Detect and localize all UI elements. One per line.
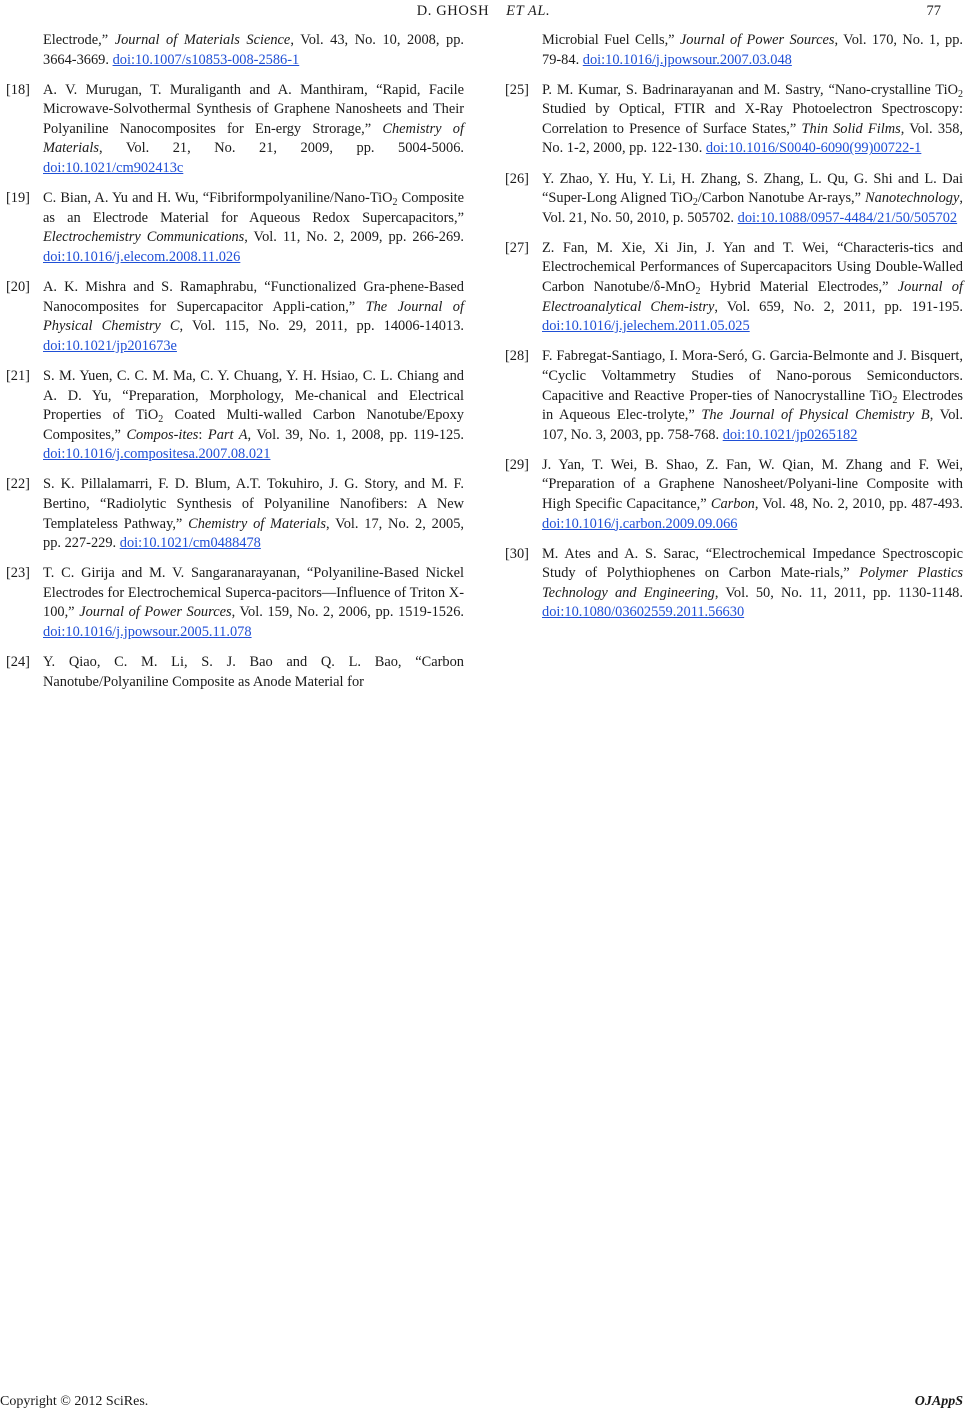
- journal-abbrev: OJAppS: [914, 1394, 963, 1409]
- running-header: [0, 0, 967, 22]
- subscript: 2: [958, 88, 963, 100]
- ref-text: Studied by Optical, FTIR and X-Ray Photoelectron Spectroscopy: Correlation to Presence of Surface States,”: [542, 101, 963, 137]
- left-column: [6, 31, 464, 703]
- ref-text: , Vol. 48, No. 2, 2010, pp. 487-493.: [754, 495, 963, 512]
- ref-journal: Chemistry of Materials: [188, 515, 327, 532]
- doi-link[interactable]: doi:10.1016/j.jpowsour.2007.03.048: [582, 51, 792, 68]
- ref-text: J. Yan, T. Wei, B. Shao, Z. Fan, W. Qian, M. Zhang and F. Wei, “Preparation of a Graphene Nanosheet/Polyani-line Composite with High Specific Capacitance,”: [542, 456, 963, 512]
- header-etal: ET AL.: [506, 3, 551, 19]
- reference-continuation: [6, 31, 464, 70]
- doi-link[interactable]: doi:10.1021/jp0265182: [722, 426, 858, 443]
- subscript: 2: [392, 197, 398, 209]
- ref-text: Microbial Fuel Cells,”: [542, 32, 680, 48]
- ref-number: [20]: [6, 279, 30, 296]
- ref-journal: Journal of Power Sources: [679, 32, 835, 48]
- ref-text: Electrodes in Aqueous Elec-trolyte,”: [542, 387, 963, 424]
- ref-journal: The Journal of Physical Chemistry B: [701, 407, 930, 424]
- reference-23: [6, 564, 464, 642]
- ref-journal: Journal of Materials Science: [114, 32, 291, 48]
- ref-text: , Vol. 159, No. 2, 2006, pp. 1519-1526.: [231, 604, 464, 621]
- ref-text: S. M. Yuen, C. C. M. Ma, C. Y. Chuang, Y. H. Hsiao, C. L. Chiang and A. D. Yu, “Preparation, Morphology, Me-chanical and Electrical Properties of TiO: [43, 367, 464, 424]
- ref-text: A. V. Murugan, T. Muraliganth and A. Manthiram, “Rapid, Facile Microwave-Solvothermal Synthesis of Graphene Nanosheets and Their Polyaniline Nanocomposites for En-ergy Strorage,”: [43, 81, 464, 137]
- ref-text: , Vol. 21, No. 21, 2009, pp. 5004-5006.: [98, 140, 464, 157]
- ref-number: [22]: [6, 476, 30, 493]
- ref-text: , Vol. 43, No. 10, 2008, pp. 3664-3669.: [43, 32, 464, 68]
- ref-journal: Thin Solid Films: [801, 120, 901, 137]
- doi-link[interactable]: doi:10.1021/cm0488478: [119, 535, 261, 552]
- ref-text: , Vol. 358, No. 1-2, 2000, pp. 122-130.: [542, 120, 963, 157]
- doi-link[interactable]: doi:10.1007/s10853-008-2586-1: [112, 51, 300, 68]
- ref-text: , Vol. 17, No. 2, 2005, pp. 227-229.: [43, 515, 465, 552]
- reference-25: [505, 81, 963, 159]
- reference-24-continuation: [505, 31, 963, 70]
- ref-text: :: [198, 426, 208, 443]
- ref-text: , Vol. 659, No. 2, 2011, pp. 191-195.: [714, 298, 964, 315]
- ref-text: Hybrid Material Electrodes,”: [700, 279, 898, 296]
- ref-journal: Part A: [207, 426, 248, 443]
- ref-number: [25]: [505, 81, 529, 98]
- reference-18: [6, 81, 464, 179]
- ref-text: Composite as an Electrode Material for Aqueous Redox Supercapacitors,”: [43, 190, 464, 226]
- doi-link[interactable]: doi:10.1021/jp201673e: [43, 337, 177, 354]
- doi-link[interactable]: doi:10.1016/j.jpowsour.2005.11.078: [43, 624, 252, 641]
- reference-29: [505, 456, 963, 534]
- doi-link[interactable]: doi:10.1016/j.compositesa.2007.08.021: [43, 446, 271, 463]
- subscript: 2: [692, 197, 698, 209]
- ref-number: [30]: [505, 545, 529, 562]
- ref-text: , Vol. 21, No. 50, 2010, p. 505702.: [542, 190, 963, 226]
- doi-link[interactable]: doi:10.1016/j.elecom.2008.11.026: [43, 248, 241, 265]
- ref-text: P. M. Kumar, S. Badrinarayanan and M. Sastry, “Nano-crystalline TiO: [542, 81, 958, 98]
- ref-journal: Nanotechnology: [865, 190, 960, 207]
- doi-link[interactable]: doi:10.1016/S0040-6090(99)00722-1: [705, 140, 922, 157]
- ref-number: [19]: [6, 190, 30, 207]
- ref-text: T. C. Girija and M. V. Sangaranarayanan, “Polyaniline-Based Nickel Electrodes for Electrochemical Superca-pacitors—Influence of Triton X-100,”: [43, 565, 464, 621]
- ref-journal: Electrochemistry Communications: [43, 229, 245, 246]
- ref-journal: Carbon: [710, 495, 755, 512]
- ref-number: [27]: [505, 239, 529, 256]
- doi-link[interactable]: doi:10.1080/03602559.2011.56630: [542, 604, 745, 621]
- reference-22: [6, 475, 464, 553]
- reference-30: [505, 545, 963, 623]
- right-column: [505, 31, 963, 634]
- ref-text: Electrode,”: [43, 32, 115, 48]
- page-number: 77: [926, 3, 941, 19]
- reference-19: [6, 189, 464, 267]
- ref-journal: Journal of Electroanalytical Chem-istry: [542, 279, 963, 315]
- ref-number: [26]: [505, 170, 529, 187]
- ref-text: Y. Qiao, C. M. Li, S. J. Bao and Q. L. Bao, “Carbon Nanotube/Polyaniline Composite as Anode Material for: [43, 654, 464, 690]
- ref-text: , Vol. 115, No. 29, 2011, pp. 14006-14013.: [179, 318, 464, 335]
- ref-text: C. Bian, A. Yu and H. Wu, “Fibriformpolyaniline/Nano-TiO: [43, 190, 393, 207]
- ref-text: , Vol. 170, No. 1, pp. 79-84.: [542, 32, 963, 68]
- doi-link[interactable]: doi:10.1016/j.jelechem.2011.05.025: [542, 318, 750, 335]
- ref-text: , Vol. 11, No. 2, 2009, pp. 266-269.: [244, 229, 464, 246]
- page-footer: [0, 1390, 967, 1414]
- reference-21: [6, 367, 464, 465]
- subscript: 2: [892, 394, 898, 406]
- ref-text: Z. Fan, M. Xie, Xi Jin, J. Yan and T. Wei, “Characteris-tics and Electrochemical Performances of Supercapacitors Using Double-Walled Carbon Nanotube/δ-MnO: [542, 239, 963, 296]
- ref-journal: Journal of Power Sources: [79, 604, 232, 621]
- header-author: D. GHOSH: [416, 3, 490, 19]
- ref-number: [29]: [505, 456, 529, 473]
- ref-number: [24]: [6, 654, 30, 671]
- ref-text: Y. Zhao, Y. Hu, Y. Li, H. Zhang, S. Zhang, L. Qu, G. Shi and L. Dai “Super-Long Aligned TiO: [542, 170, 963, 207]
- ref-text: S. K. Pillalamarri, F. D. Blum, A.T. Tokuhiro, J. G. Story, and M. F. Bertino, “Radiolytic Synthesis of Polyaniline Nanofibers: A New Templateless Pathway,”: [43, 476, 464, 532]
- ref-text: A. K. Mishra and S. Ramaphrabu, “Functionalized Gra-phene-Based Nanocomposites for Supercapacitor Appli-cation,”: [43, 279, 464, 315]
- ref-number: [28]: [505, 348, 529, 365]
- ref-journal: Polymer Plastics Technology and Engineering: [542, 565, 964, 601]
- ref-text: /Carbon Nanotube Ar-rays,”: [697, 190, 866, 207]
- ref-journal: Chemistry of Materials: [43, 120, 464, 157]
- ref-text: , Vol. 50, No. 11, 2011, pp. 1130-1148.: [714, 584, 963, 601]
- doi-link[interactable]: doi:10.1088/0957-4484/21/50/505702: [737, 209, 958, 226]
- ref-text: , Vol. 39, No. 1, 2008, pp. 119-125.: [247, 426, 464, 443]
- subscript: 2: [158, 414, 164, 426]
- reference-27: [505, 239, 963, 337]
- ref-number: [18]: [6, 81, 30, 98]
- running-title: [0, 0, 967, 22]
- ref-text: , Vol. 107, No. 3, 2003, pp. 758-768.: [542, 407, 963, 443]
- ref-text: Coated Multi-walled Carbon Nanotube/Epoxy Composites,”: [43, 407, 465, 443]
- reference-26: [505, 170, 963, 229]
- ref-number: [23]: [6, 565, 30, 582]
- copyright-notice: Copyright © 2012 SciRes.: [0, 1394, 149, 1409]
- reference-28: [505, 347, 963, 445]
- doi-link[interactable]: doi:10.1021/cm902413c: [43, 160, 184, 177]
- ref-text: M. Ates and A. S. Sarac, “Electrochemical Impedance Spectroscopic Study of Polythiophenes on Carbon Mate-rials,”: [542, 545, 963, 582]
- ref-journal: Compos-ites: [126, 426, 199, 443]
- subscript: 2: [695, 286, 701, 298]
- doi-link[interactable]: doi:10.1016/j.carbon.2009.09.066: [542, 515, 738, 532]
- ref-text: F. Fabregat-Santiago, I. Mora-Seró, G. Garcia-Belmonte and J. Bisquert, “Cyclic Voltammetry Studies of Nano-porous Semiconductors. Capacitive and Reactive Proper-ties of Nanocrystalline TiO: [542, 348, 963, 404]
- reference-24: [6, 653, 464, 692]
- ref-journal: The Journal of Physical Chemistry C: [43, 298, 464, 335]
- ref-number: [21]: [6, 367, 30, 384]
- reference-20: [6, 278, 464, 356]
